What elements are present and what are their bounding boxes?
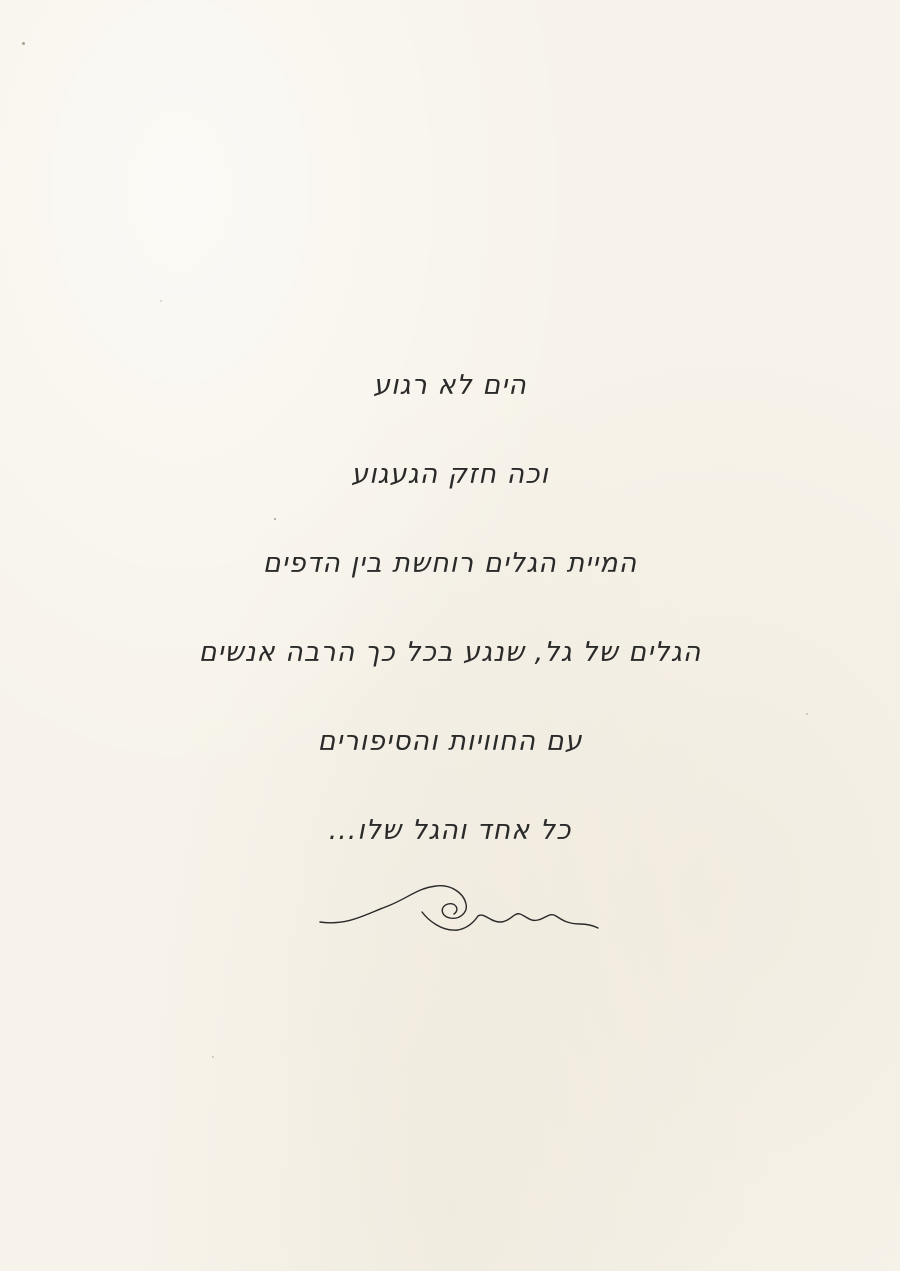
poem-line-1: הים לא רגוע xyxy=(373,370,527,401)
paper-speck xyxy=(212,1056,214,1058)
poem-line-2: וכה חזק הגעגוע xyxy=(351,459,549,490)
wave-icon xyxy=(318,882,600,938)
paper-speck xyxy=(160,300,162,302)
wave-stroke xyxy=(320,886,598,930)
poem-line-4: הגלים של גל, שנגע בכל כך הרבה אנשים xyxy=(198,637,702,668)
poem-line-6: כל אחד והגל שלו... xyxy=(328,815,572,846)
paper-speck xyxy=(22,42,25,45)
poem xyxy=(0,352,900,886)
poem-line-3: המיית הגלים רוחשת בין הדפים xyxy=(262,548,638,579)
poem-line-5: עם החוויות והסיפורים xyxy=(317,726,583,757)
